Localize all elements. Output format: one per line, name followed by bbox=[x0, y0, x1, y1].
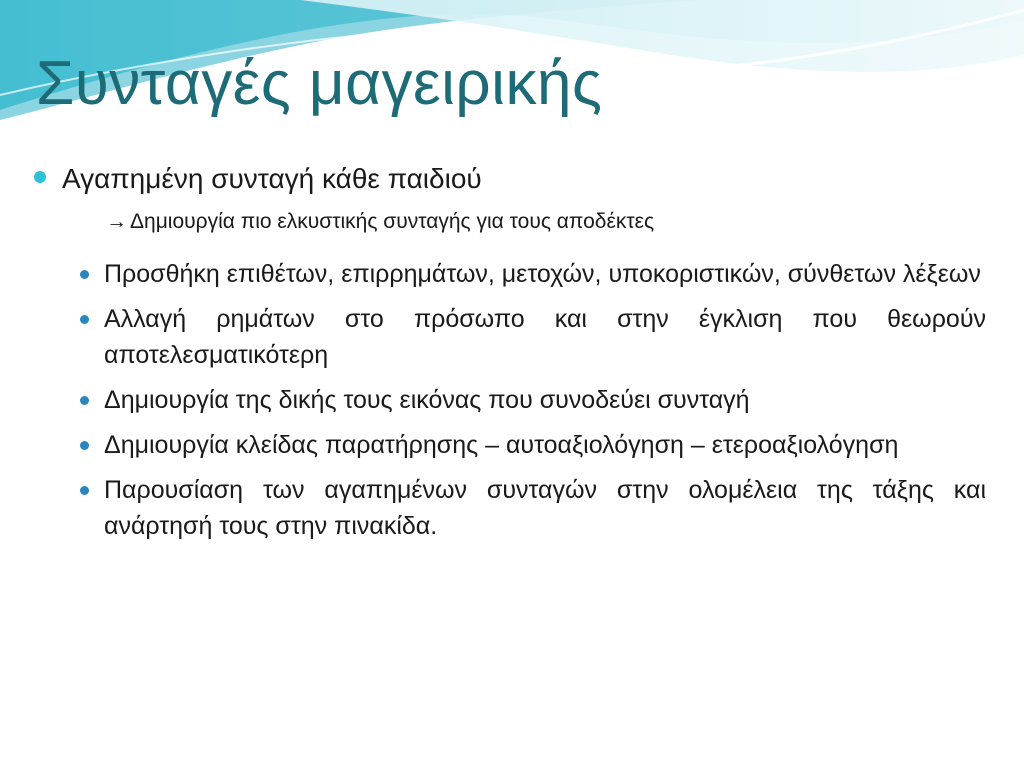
bullet-dot-icon bbox=[80, 441, 89, 450]
sub-note bbox=[106, 210, 654, 234]
bullet-list bbox=[78, 256, 986, 553]
list-item-text: Αλλαγή ρημάτων στο πρόσωπο και στην έγκλιση που θεωρούν αποτελεσματικότερη bbox=[104, 305, 986, 369]
list-item bbox=[78, 301, 986, 373]
sub-note-text: Δημιουργία πιο ελκυστικής συνταγής για τους αποδέκτες bbox=[130, 210, 655, 233]
slide-title: Συνταγές μαγειρικής bbox=[36, 49, 603, 118]
list-item-text: Δημιουργία της δικής τους εικόνας που συνοδεύει συνταγή bbox=[104, 386, 750, 414]
list-item-text: Παρουσίαση των αγαπημένων συνταγών στην ολομέλεια της τάξης και ανάρτησή τους στην πινακίδα. bbox=[104, 476, 986, 540]
list-item bbox=[78, 472, 986, 544]
right-arrow-icon: → bbox=[106, 210, 127, 233]
bullet-dot-icon bbox=[80, 396, 89, 405]
bullet-dot-icon bbox=[80, 486, 89, 495]
list-item bbox=[78, 427, 986, 463]
main-bullet-text: Αγαπημένη συνταγή κάθε παιδιού bbox=[62, 163, 482, 194]
list-item-text: Προσθήκη επιθέτων, επιρρημάτων, μετοχών, υποκοριστικών, σύνθετων λέξεων bbox=[104, 260, 981, 288]
bullet-dot-icon bbox=[80, 315, 89, 324]
list-item-text: Δημιουργία κλείδας παρατήρησης – αυτοαξιολόγηση – ετεροαξιολόγηση bbox=[104, 431, 899, 459]
bullet-dot-icon bbox=[80, 270, 89, 279]
list-item bbox=[78, 382, 986, 418]
bullet-dot-icon bbox=[34, 171, 46, 183]
list-item bbox=[78, 256, 986, 292]
